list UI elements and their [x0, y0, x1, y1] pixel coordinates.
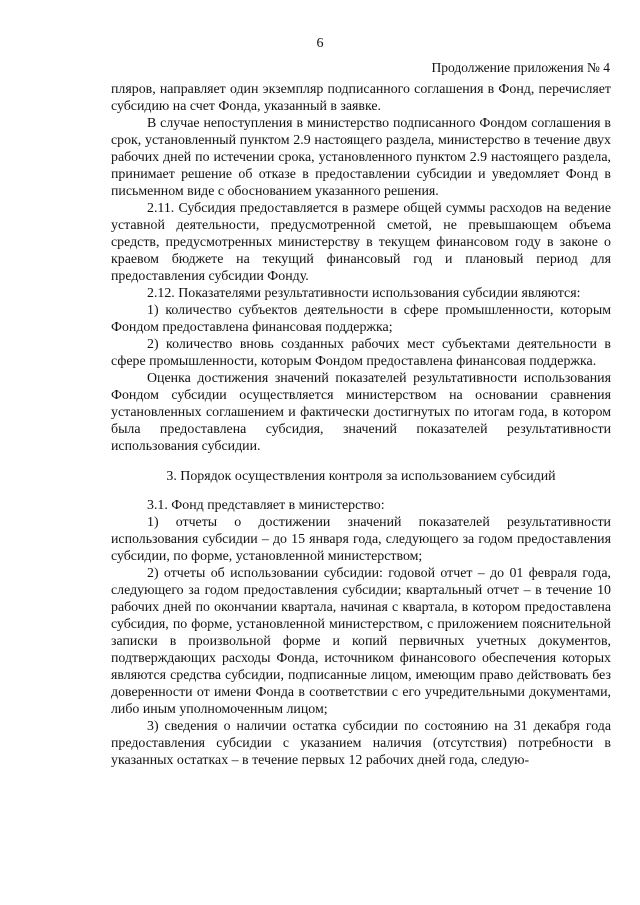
- paragraph-3-1-item-3: 3) сведения о наличии остатка субсидии по состоянию на 31 декабря года предоставления субсидии с указанием наличия (отсутствия) потребности в указанных остатках – в течение первых 12 рабочих дней года, следую-: [111, 719, 611, 768]
- paragraph-continuation: пляров, направляет один экземпляр подписанного соглашения в Фонд, перечисляет субсидию на счет Фонда, указанный в заявке.: [111, 82, 611, 114]
- paragraph-indicator-2: 2) количество вновь созданных рабочих мест субъектами деятельности в сфере промышленности, которым Фондом предоставлена финансовая поддержка.: [111, 337, 611, 369]
- paragraph-evaluation: Оценка достижения значений показателей результативности использования Фондом субсидии осуществляется министерством на основании сравнения установленных соглашением и фактически достигнутых по итогам года, в котором была предоставлена субсидия, значений показателей результативности использования субсидии.: [111, 371, 611, 454]
- section-3-heading: 3. Порядок осуществления контроля за использованием субсидий: [166, 469, 556, 484]
- paragraph-2-11: 2.11. Субсидия предоставляется в размере общей суммы расходов на ведение уставной деятельности, предусмотренной сметой, не превышающем объема средств, предусмотренных министерству в текущем финансовом году в законе о краевом бюджете на текущий финансовый год и плановый период для предоставления субсидии Фонду.: [111, 201, 611, 284]
- paragraph-3-1: 3.1. Фонд представляет в министерство:: [147, 498, 385, 513]
- paragraph-refusal: В случае непоступления в министерство подписанного Фондом соглашения в срок, установленный пунктом 2.9 настоящего раздела, министерство в течение двух рабочих дней по истечении срока, установленного пунктом 2.9 настоящего раздела, принимает решение об отказе в предоставлении субсидии и уведомляет Фонд в письменном виде с обоснованием указанного решения.: [111, 116, 611, 199]
- document-body: [111, 81, 611, 769]
- paragraph-2-12: 2.12. Показателями результативности использования субсидии являются:: [147, 286, 581, 301]
- paragraph-3-1-item-1: 1) отчеты о достижении значений показателей результативности использования субсидии – до 15 января года, следующего за годом предоставления субсидии, по форме, установленной министерством;: [111, 515, 611, 564]
- page-number: 6: [316, 36, 324, 51]
- paragraph-indicator-1: 1) количество субъектов деятельности в сфере промышленности, которым Фондом предоставлена финансовая поддержка;: [111, 303, 611, 335]
- appendix-note: Продолжение приложения № 4: [431, 60, 610, 75]
- paragraph-3-1-item-2: 2) отчеты об использовании субсидии: годовой отчет – до 01 февраля года, следующего за годом предоставления субсидии; квартальный отчет – в течение 10 рабочих дней по окончании квартала, начиная с квартала, в котором предоставлена субсидия, по форме, установленной министерством, с приложением пояснительной записки в произвольной форме и копий первичных учетных документов, подтверждающих расходы Фонда, источником финансового обеспечения которых являются средства субсидии, подписанные лицом, имеющим право действовать без доверенности от имени Фонда в соответствии с его учредительными документами, либо иным уполномоченным лицом;: [111, 566, 611, 717]
